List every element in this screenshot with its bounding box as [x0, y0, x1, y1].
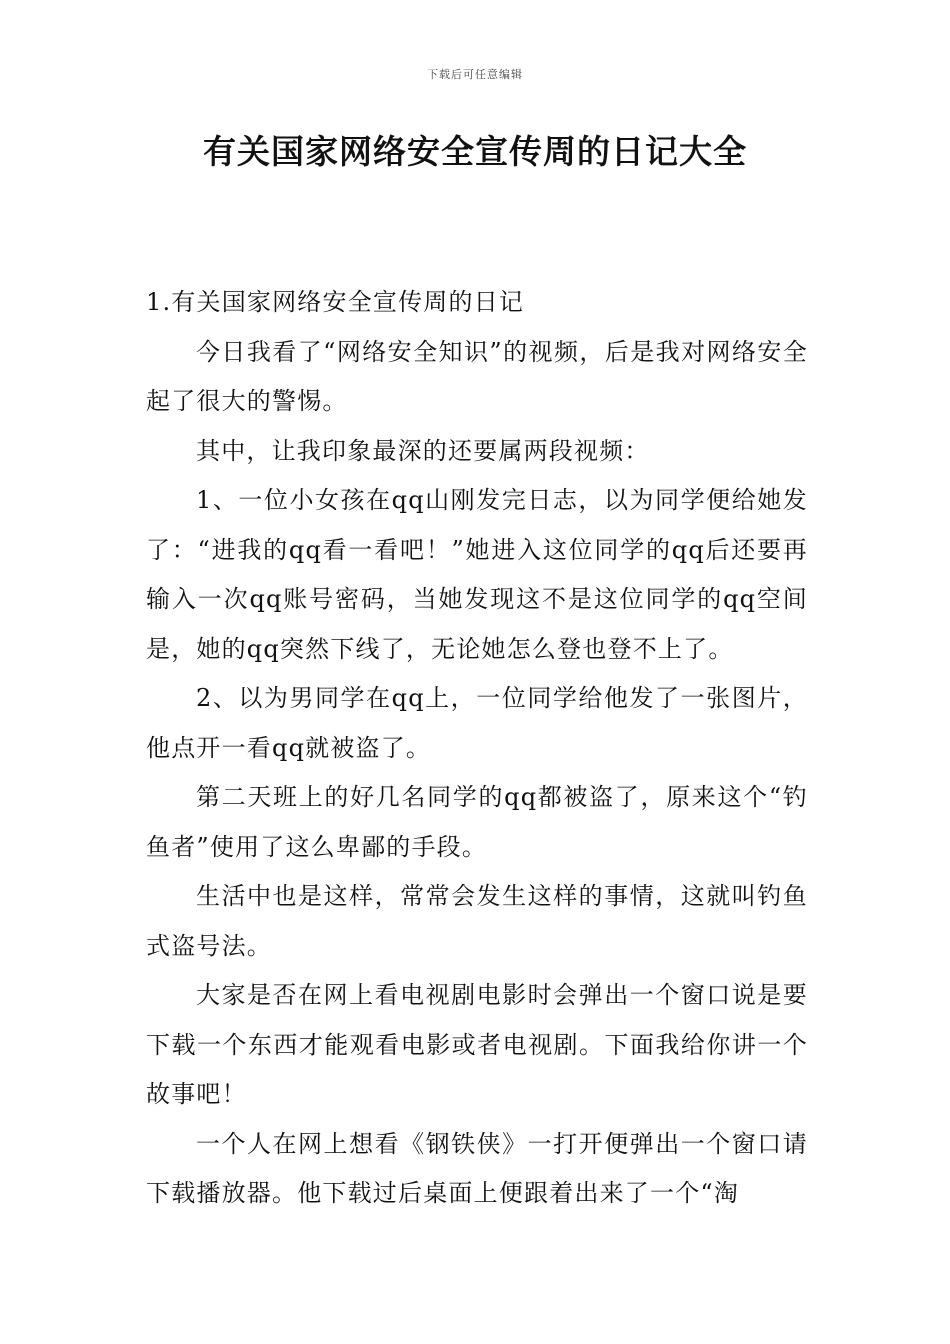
document-body — [146, 278, 808, 1219]
paragraph: 第二天班上的好几名同学的qq都被盗了，原来这个“钓鱼者”使用了这么卑鄙的手段。 — [146, 783, 808, 861]
paragraph: 一个人在网上想看《钢铁侠》一打开便弹出一个窗口请下载播放器。他下载过后桌面上便跟着出来了一个“淘 — [146, 1129, 808, 1207]
section-heading: 1.有关国家网络安全宣传周的日记 — [146, 288, 525, 316]
paragraph: 生活中也是这样，常常会发生这样的事情，这就叫钓鱼式盗号法。 — [146, 882, 808, 960]
paragraph: 1、一位小女孩在qq山刚发完日志，以为同学便给她发了：“进我的qq看一看吧！”她进入这位同学的qq后还要再输入一次qq账号密码，当她发现这不是这位同学的qq空间是，她的qq突然下线了，无论她怎么登也登不上了。 — [146, 486, 808, 663]
paragraph: 大家是否在网上看电视剧电影时会弹出一个窗口说是要下载一个东西才能观看电影或者电视剧。下面我给你讲一个故事吧！ — [146, 981, 808, 1108]
document-title: 有关国家网络安全宣传周的日记大全 — [203, 132, 747, 171]
paragraph: 其中，让我印象最深的还要属两段视频： — [196, 436, 650, 465]
paragraph: 今日我看了“网络安全知识”的视频，后是我对网络安全起了很大的警惕。 — [146, 337, 808, 415]
header-note: 下载后可任意编辑 — [427, 68, 523, 81]
paragraph: 2、以为男同学在qq上，一位同学给他发了一张图片，他点开一看qq就被盗了。 — [146, 684, 808, 762]
